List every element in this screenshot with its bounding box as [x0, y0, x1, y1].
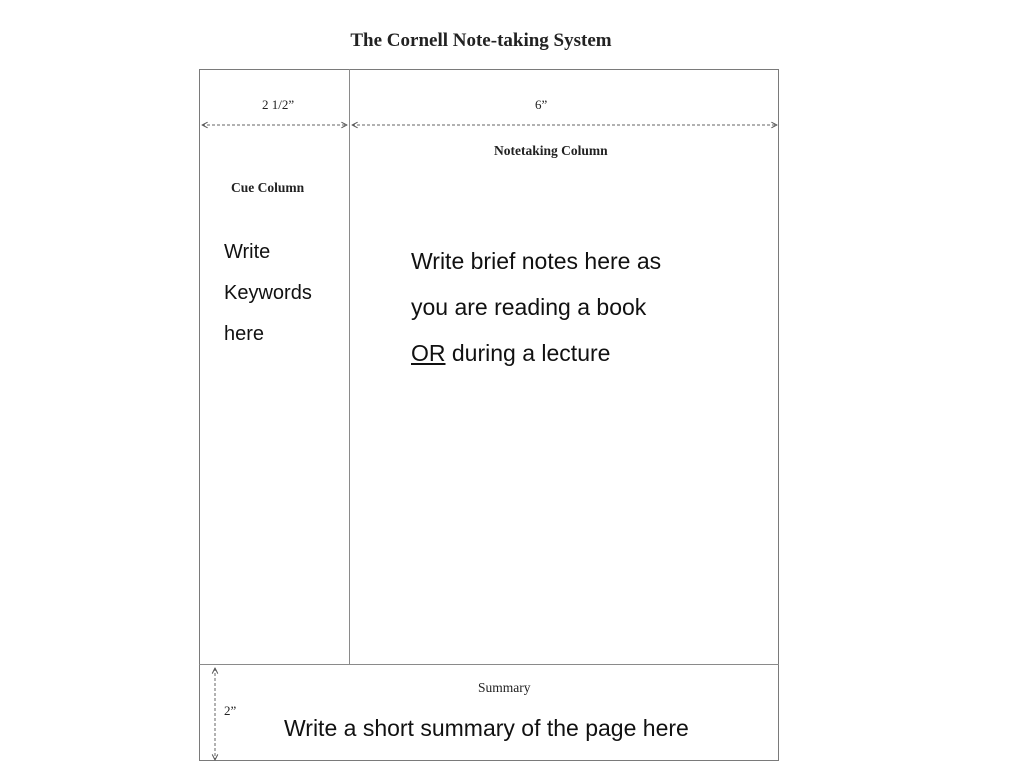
notes-line	[411, 330, 751, 376]
summary-heading: Summary	[478, 680, 531, 695]
cue-width-label: 2 1/2”	[262, 97, 295, 112]
notes-line: Write brief notes here as	[411, 248, 662, 274]
cue-column-heading: Cue Column	[231, 180, 305, 195]
cue-line: here	[224, 323, 265, 345]
notes-line: you are reading a book	[411, 294, 647, 320]
diagram-title: The Cornell Note-taking System	[350, 30, 612, 51]
notetaking-column-text	[411, 238, 751, 376]
notetaking-column-heading: Notetaking Column	[494, 143, 608, 158]
cue-line: Keywords	[224, 282, 312, 304]
cue-line: Write	[224, 241, 271, 263]
summary-text: Write a short summary of the page here	[284, 715, 689, 741]
cue-column-text	[224, 232, 344, 355]
summary-height-label: 2”	[224, 703, 237, 718]
notes-emphasis: OR	[411, 340, 446, 366]
notes-width-label: 6”	[535, 97, 548, 112]
notes-line-rest: during a lecture	[445, 340, 611, 366]
